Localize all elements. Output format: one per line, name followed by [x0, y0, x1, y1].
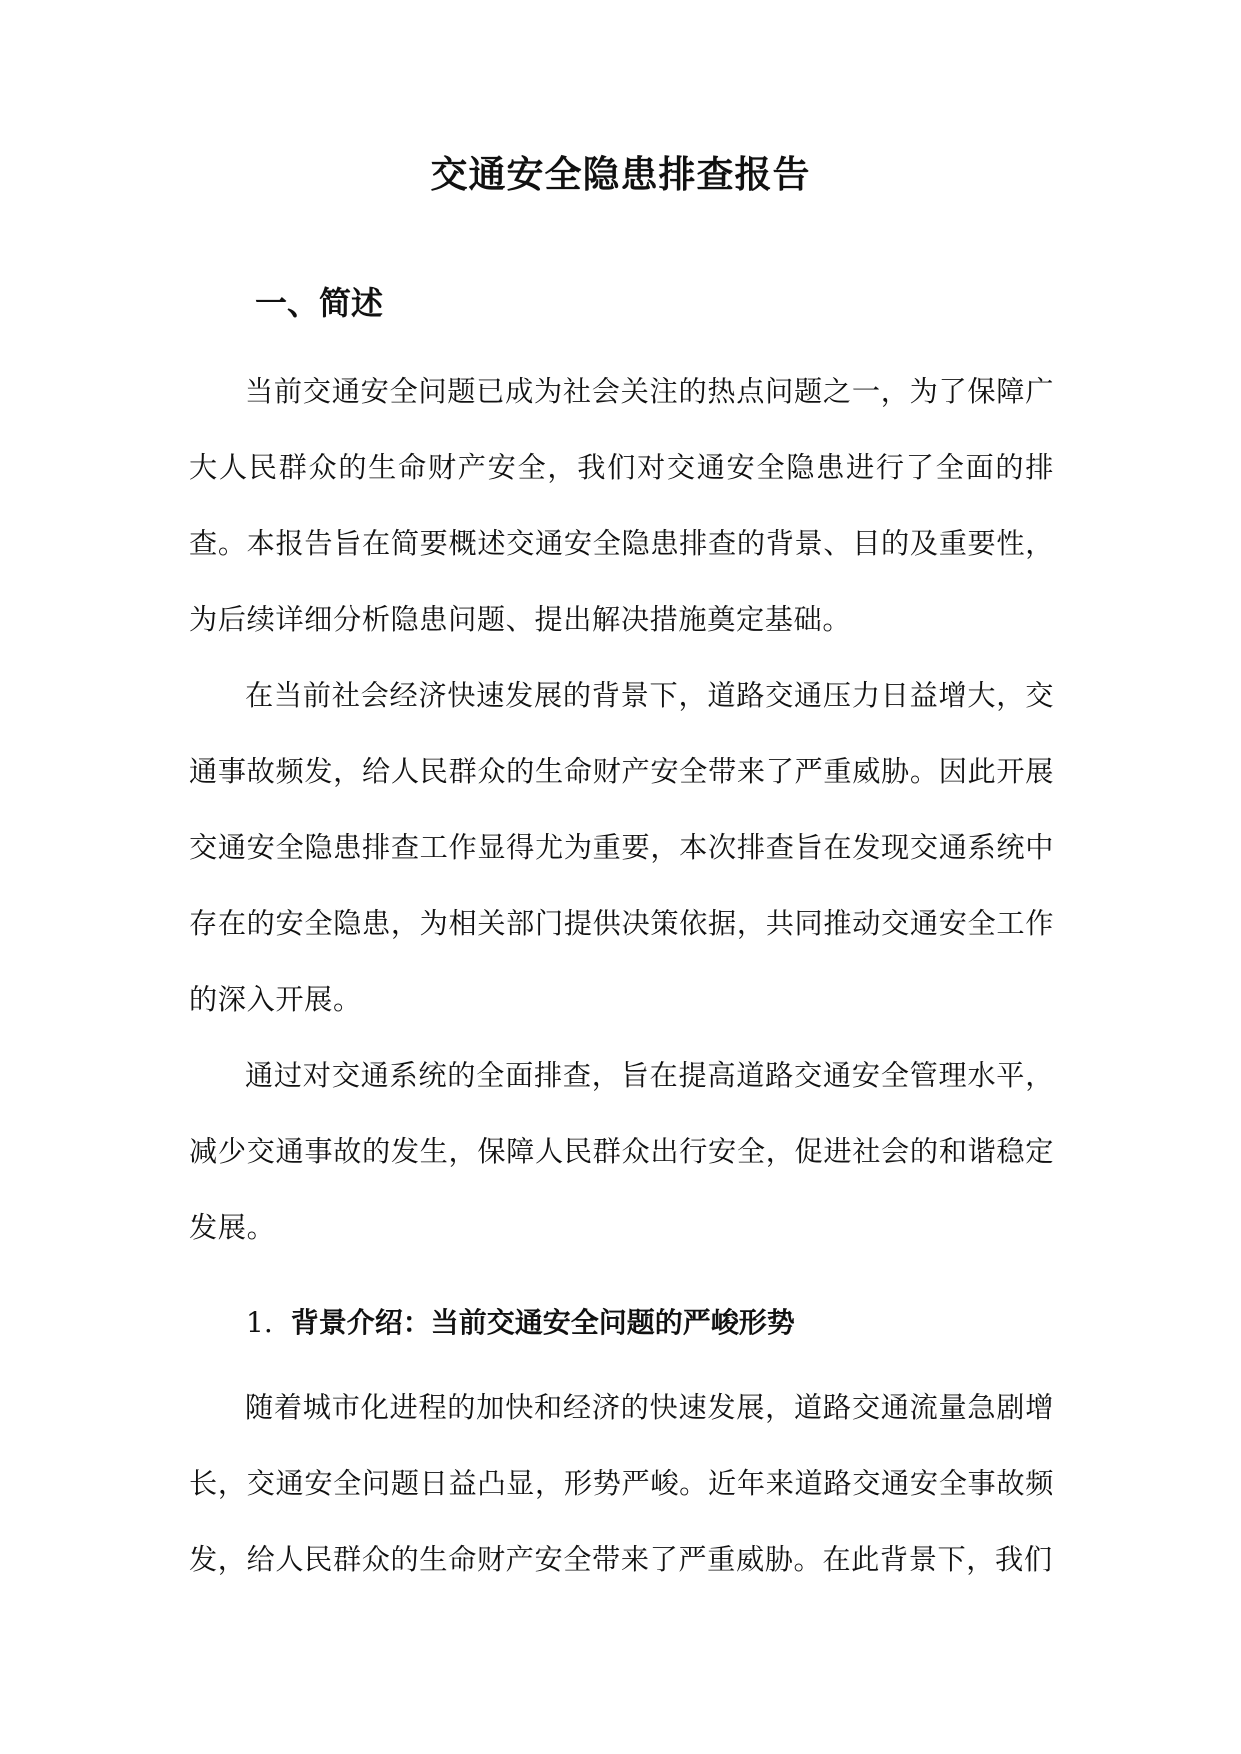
subsection-number: 1.: [246, 1306, 273, 1339]
section-heading-overview: 一、简述: [255, 284, 384, 322]
paragraph: 当前交通安全问题已成为社会关注的热点问题之一，为了保障广大人民群众的生命财产安全，我们对交通安全隐患进行了全面的排查。本报告旨在简要概述交通安全隐患排查的背景、目的及重要性，为后续详细分析隐患问题、提出解决措施奠定基础。: [189, 375, 1054, 636]
paragraph: 通过对交通系统的全面排查，旨在提高道路交通安全管理水平，减少交通事故的发生，保障人民群众出行安全，促进社会的和谐稳定发展。: [189, 1059, 1054, 1244]
subsection-heading-background: [246, 1298, 795, 1348]
paragraph: 在当前社会经济快速发展的背景下，道路交通压力日益增大，交通事故频发，给人民群众的生命财产安全带来了严重威胁。因此开展交通安全隐患排查工作显得尤为重要，本次排查旨在发现交通系统中存在的安全隐患，为相关部门提供决策依据，共同推动交通安全工作的深入开展。: [189, 679, 1054, 1016]
subsection-title: 背景介绍：当前交通安全问题的严峻形势: [290, 1306, 795, 1339]
paragraph: 随着城市化进程的加快和经济的快速发展，道路交通流量急剧增长，交通安全问题日益凸显，形势严峻。近年来道路交通安全事故频发，给人民群众的生命财产安全带来了严重威胁。在此背景下，我们: [189, 1391, 1054, 1576]
document-title: 交通安全隐患排查报告: [430, 153, 811, 196]
